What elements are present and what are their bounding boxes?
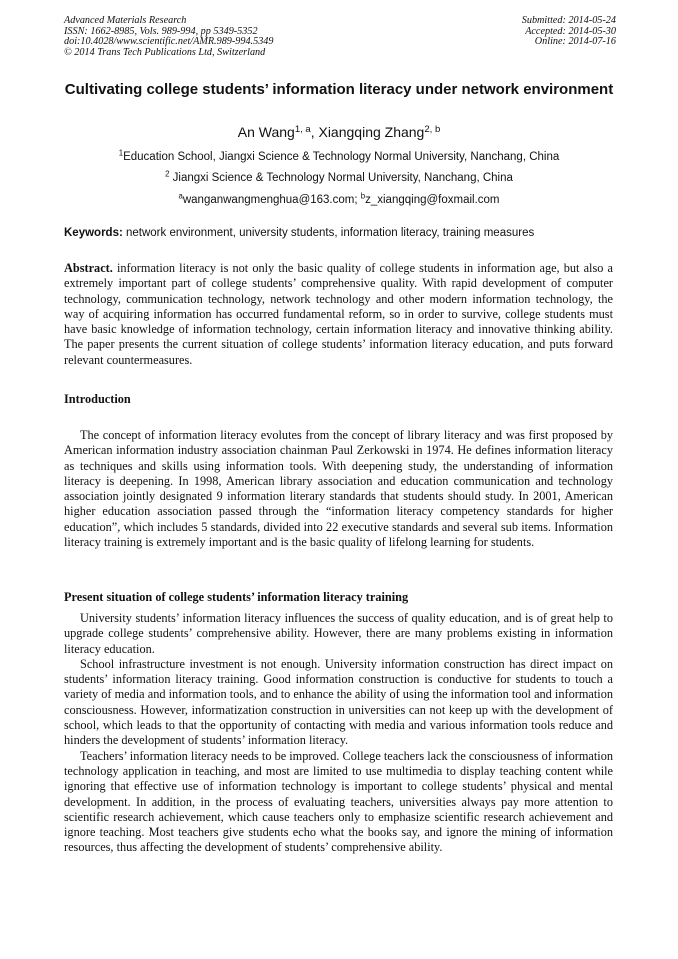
paragraph: The concept of information literacy evolutes from the concept of library literacy and was first proposed by American information industry association chainman Paul Zerkowski in 1974. He defines information literacy as techniques and skills using information tools. With deepening study, the understanding of information literacy is deepening. In 1998, American library association and education communication and technology association jointly designated 9 information literary standards that students should study. In 2001, American higher education association passed through the “information literacy competency standards for higher education”, which includes 5 standards, divided into 22 executive standards and several sub items. Information literacy training is extremely important and is the basic quality of lifelong learning for students. <box>64 428 613 550</box>
affiliation-text: Education School, Jiangxi Science & Technology Normal University, Nanchang, China <box>123 151 560 163</box>
journal-copyright: © 2014 Trans Tech Publications Ltd, Switzerland <box>64 46 266 58</box>
submitted-date: Submitted: 2014-05-24 <box>521 15 616 26</box>
journal-header-left <box>64 16 273 58</box>
email-link[interactable]: z_xiangqing@foxmail.com <box>365 194 500 206</box>
email-mark: a <box>178 191 183 201</box>
paragraph: Teachers’ information literacy needs to be improved. College teachers lack the consciousness of information technology application in teaching, and most are limited to use multimedia to display teaching content while ignoring that effective use of information technology is important to college students’ physical and mental development. In addition, in the process of evaluating teachers, universities always pay more attention to scientific research achievement, which cause teachers only to emphasize scientific research achievement and ignore teaching. Most teachers give students echo what the books say, and ignore the mining of information resources, thus affecting the development of students’ comprehensive ability. <box>64 748 613 855</box>
affiliation-text: Jiangxi Science & Technology Normal University, Nanchang, China <box>169 172 513 184</box>
affiliation-mark: 2 <box>165 169 170 179</box>
paragraph: University students’ information literacy influences the success of quality education, and is of great help to upgrade college students’ comprehensive ability. However, there are many problems existing in information literacy education. <box>64 611 613 656</box>
section-heading: Present situation of college students’ information literacy training <box>64 590 409 604</box>
introduction-body <box>64 428 613 550</box>
email-mark: b <box>360 191 366 201</box>
author-affiliation-mark: 2, b <box>424 123 441 135</box>
situation-body <box>64 611 613 856</box>
journal-header-right <box>522 16 616 48</box>
paragraph: School infrastructure investment is not enough. University information construction has direct impact on students’ information literacy training. Good information construction is conductive for students to touch a variety of media and information tools, and to enhance the ability of using the information tool and information consciousness. However, informatization construction in universities can not keep up with the development of school, which leads to that the opportunity of contacting with media and various information tools reduce and hinders the development of students’ information literacy. <box>64 656 613 748</box>
affiliation-1 <box>64 150 614 164</box>
email-link[interactable]: wanganwangmenghua@163.com <box>182 194 355 206</box>
email-separator: ; <box>354 194 361 206</box>
author-line <box>64 123 614 141</box>
keywords-text: network environment, university students, information literacy, training measures <box>122 227 535 239</box>
journal-name: Advanced Materials Research <box>64 15 187 26</box>
author-emails <box>64 193 614 207</box>
keywords <box>64 226 624 240</box>
affiliation-mark: 1 <box>118 148 124 158</box>
keywords-label: Keywords: <box>64 227 123 239</box>
paper-title: Cultivating college students’ information literacy under network environment <box>64 81 614 98</box>
abstract-text: information literacy is not only the basic quality of college students in information age, but also a extremely important part of college students’ comprehensive quality. With rapid development of computer technology, communication technology, network technology and other modern information technology, the way of acquiring information has occurred fundamental reform, so in order to survive, college students must have basic knowledge of information technology, certain information literacy and innovative thinking ability. The paper presents the current situation of college students’ information literacy education, and puts forward relevant countermeasures. <box>64 261 613 367</box>
online-date: Online: 2014-07-16 <box>534 36 616 48</box>
author-separator: , <box>310 124 319 140</box>
affiliation-2 <box>64 171 614 185</box>
author-name: An Wang <box>237 124 295 140</box>
accepted-date: Accepted: 2014-05-30 <box>525 25 616 37</box>
abstract <box>64 261 613 368</box>
journal-doi[interactable]: doi:10.4028/www.scientific.net/AMR.989-994.5349 <box>64 36 274 48</box>
section-heading: Introduction <box>64 392 131 406</box>
journal-issn: ISSN: 1662-8985, Vols. 989-994, pp 5349-5352 <box>64 25 258 37</box>
author-name: Xiangqing Zhang <box>318 124 425 140</box>
abstract-label: Abstract. <box>64 261 113 275</box>
author-affiliation-mark: 1, a <box>294 123 311 135</box>
